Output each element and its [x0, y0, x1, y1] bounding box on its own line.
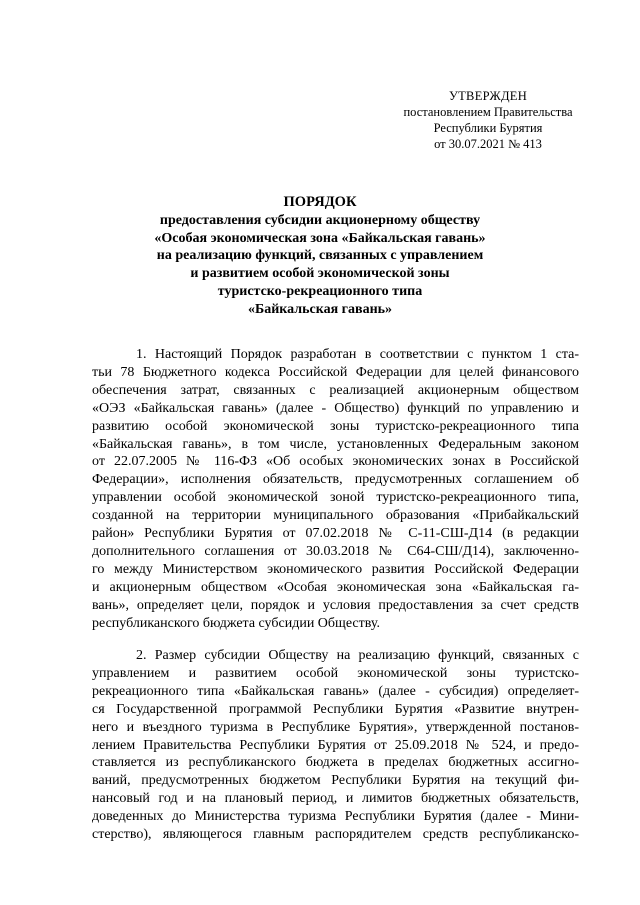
paragraph-line: рекреационного типа «Байкальская гавань» (далее - субсидия) определяет-: [92, 683, 579, 699]
paragraph-line: тьи 78 Бюджетного кодекса Российской Федерации для целей финансового: [92, 364, 579, 380]
paragraph-line: 2. Размер субсидии Обществу на реализацию функций, связанных с: [136, 648, 579, 663]
paragraph-line: от 22.07.2005 № 116-ФЗ «Об особых экономических зонах в Российской: [92, 454, 579, 470]
paragraph-line: развитию особой экономической зоны туристско-рекреационного типа: [92, 418, 579, 434]
approval-line: Республики Бурятия: [433, 121, 543, 135]
paragraph-line: вань», определяет цели, порядок и условия предоставления за счет средств: [92, 597, 579, 613]
paragraph-line: «ОЭЗ «Байкальская гавань» (далее - Общество) функций по управлению и: [92, 400, 579, 416]
paragraph-line: дополнительного соглашения от 30.03.2018 № С64-СШ/Д14), заключенно-: [92, 543, 579, 559]
document-title: [90, 194, 550, 319]
approval-line: постановлением Правительства: [403, 105, 573, 119]
document-title-line: на реализацию функций, связанных с управлением: [156, 248, 484, 264]
document-title-line: «Байкальская гавань»: [247, 301, 393, 317]
paragraph-line: нансовый год и на плановый период, и лимитов бюджетных обязательств,: [92, 791, 579, 807]
paragraph-line: него и въездного туризма в Республике Бурятия», утвержденной постанов-: [92, 719, 579, 735]
paragraph-line: стерство), являющегося главным распорядителем средств республиканско-: [92, 827, 579, 843]
paragraph-line: го между Министерством экономического развития Российской Федерации: [92, 561, 579, 577]
document-title-main: ПОРЯДОК: [283, 194, 357, 210]
paragraph-line: республиканского бюджета субсидии Обществу.: [92, 615, 380, 631]
approval-stamp: [388, 88, 588, 152]
paragraph-line: управлением и развитием особой экономической зоны туристско-: [92, 665, 579, 681]
paragraph-line: и акционерным обществом «Особая экономическая зона «Байкальская га-: [92, 579, 579, 595]
paragraph-line: Федерации», исполнения обязательств, предусмотренных соглашением об: [92, 472, 579, 488]
approval-title: УТВЕРЖДЕН: [448, 89, 528, 103]
paragraph-line: ся Государственной программой Республики Бурятия «Развитие внутрен-: [92, 701, 579, 717]
paragraph-line: созданной на территории муниципального образования «Прибайкальский: [92, 508, 579, 524]
document-title-line: «Особая экономическая зона «Байкальская гавань»: [154, 230, 486, 246]
paragraph-line: доведенных до Министерства туризма Республики Бурятия (далее - Мини-: [92, 809, 579, 825]
paragraph-line: лением Правительства Республики Бурятия от 25.09.2018 № 524, и предо-: [92, 737, 579, 753]
approval-date: от 30.07.2021 № 413: [434, 137, 542, 151]
paragraph-line: «Байкальская гавань», в том числе, установленных Федеральным законом: [92, 436, 579, 452]
paragraph-line: район» Республики Бурятия от 07.02.2018 № С-11-СШ-Д14 (в редакции: [92, 526, 579, 542]
document-title-line: и развитием особой экономической зоны: [190, 266, 450, 282]
document-title-line: туристско-рекреационного типа: [217, 283, 423, 299]
paragraph-2: [92, 647, 579, 844]
paragraph-line: ставляется из республиканского бюджета в пределах бюджетных ассигно-: [92, 755, 579, 771]
paragraph-line: ваний, предусмотренных бюджетом Республики Бурятия на текущий фи-: [92, 773, 579, 789]
paragraph-line: 1. Настоящий Порядок разработан в соответствии с пунктом 1 ста-: [136, 347, 579, 362]
paragraph-1: [92, 346, 579, 633]
paragraph-line: управлении особой экономической зоной туристско-рекреационного типа,: [92, 490, 579, 506]
document-title-line: предоставления субсидии акционерному обществу: [159, 212, 481, 228]
paragraph-line: обеспечения затрат, связанных с реализацией акционерным обществом: [92, 382, 579, 398]
